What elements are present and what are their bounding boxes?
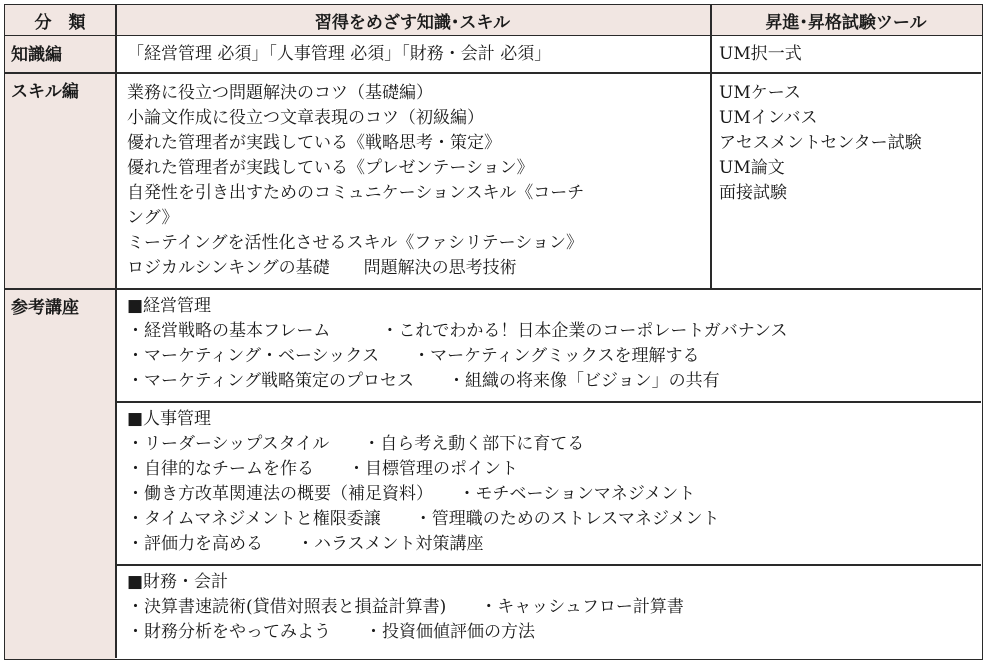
category-knowledge: 知識編 (5, 36, 115, 73)
skill-list (127, 81, 584, 281)
reference-section-hr (127, 407, 719, 557)
list-item: ・決算書速読術(貸借対照表と損益計算書) ・キャッシュフロー計算書 (127, 597, 684, 617)
reference-section-finance (127, 570, 684, 645)
list-item: ・評価力を高める ・ハラスメント対策講座 (127, 534, 484, 554)
section-title: ■財務・会計 (127, 572, 229, 592)
header-category: 分 類 (5, 5, 115, 36)
list-item: 自発性を引き出すためのコミュニケーションスキル《コーチ (127, 183, 585, 203)
list-item: ・財務分析をやってみよう ・投資価値評価の方法 (127, 622, 535, 642)
knowledge-skills: 「経営管理 必須」「人事管理 必須」「財務・会計 必須」 (127, 44, 552, 64)
list-item: ・マーケティング戦略策定のプロセス ・組織の将来像「ビジョン」の共有 (127, 371, 720, 391)
list-item: UM論文 (719, 158, 785, 178)
row-divider (5, 288, 981, 290)
list-item: 小論文作成に役立つ文章表現のコツ（初級編） (127, 108, 484, 128)
reference-section-management (127, 294, 787, 394)
list-item: ミーテイングを活性化させるスキル《ファシリテーション》 (127, 233, 583, 253)
exam-list (719, 81, 922, 206)
section-title: ■経営管理 (127, 296, 212, 316)
list-item: アセスメントセンター試験 (719, 133, 922, 153)
column-divider (115, 5, 117, 658)
list-item: ・タイムマネジメントと権限委譲 ・管理職のためのストレスマネジメント (127, 509, 720, 529)
list-item: 優れた管理者が実践している《プレゼンテーション》 (127, 158, 534, 178)
header-exam: 昇進･昇格試験ツール (710, 5, 982, 36)
list-item: ・リーダーシップスタイル ・自ら考え動く部下に育てる (127, 434, 585, 454)
category-reference: 参考講座 (5, 289, 115, 659)
list-item: UMインバス (719, 108, 818, 128)
list-item: 業務に役立つ問題解決のコツ（基礎編） (127, 83, 433, 103)
course-table (4, 4, 983, 660)
list-item: ・働き方改革関連法の概要（補足資料） ・モチベーションマネジメント (127, 484, 696, 504)
section-divider (115, 401, 981, 403)
column-divider (710, 5, 712, 289)
knowledge-exam: UM択一式 (719, 44, 802, 64)
list-item: 面接試験 (719, 183, 787, 203)
list-item: ・自律的なチームを作る ・目標管理のポイント (127, 459, 518, 479)
list-item: ング》 (127, 208, 179, 228)
header-skills: 習得をめざす知識･スキル (115, 5, 710, 36)
list-item: UMケース (719, 83, 801, 103)
row-divider (5, 72, 981, 74)
section-divider (115, 564, 981, 566)
section-title: ■人事管理 (127, 409, 212, 429)
list-item: ・マーケティング・ベーシックス ・マーケティングミックスを理解する (127, 346, 700, 366)
list-item: ・経営戦略の基本フレーム ・これでわかる！日本企業のコーポレートガバナンス (127, 321, 788, 341)
category-skill: スキル編 (5, 73, 115, 289)
list-item: 優れた管理者が実践している《戦略思考・策定》 (127, 133, 501, 153)
list-item: ロジカルシンキングの基礎 問題解決の思考技術 (127, 258, 517, 278)
